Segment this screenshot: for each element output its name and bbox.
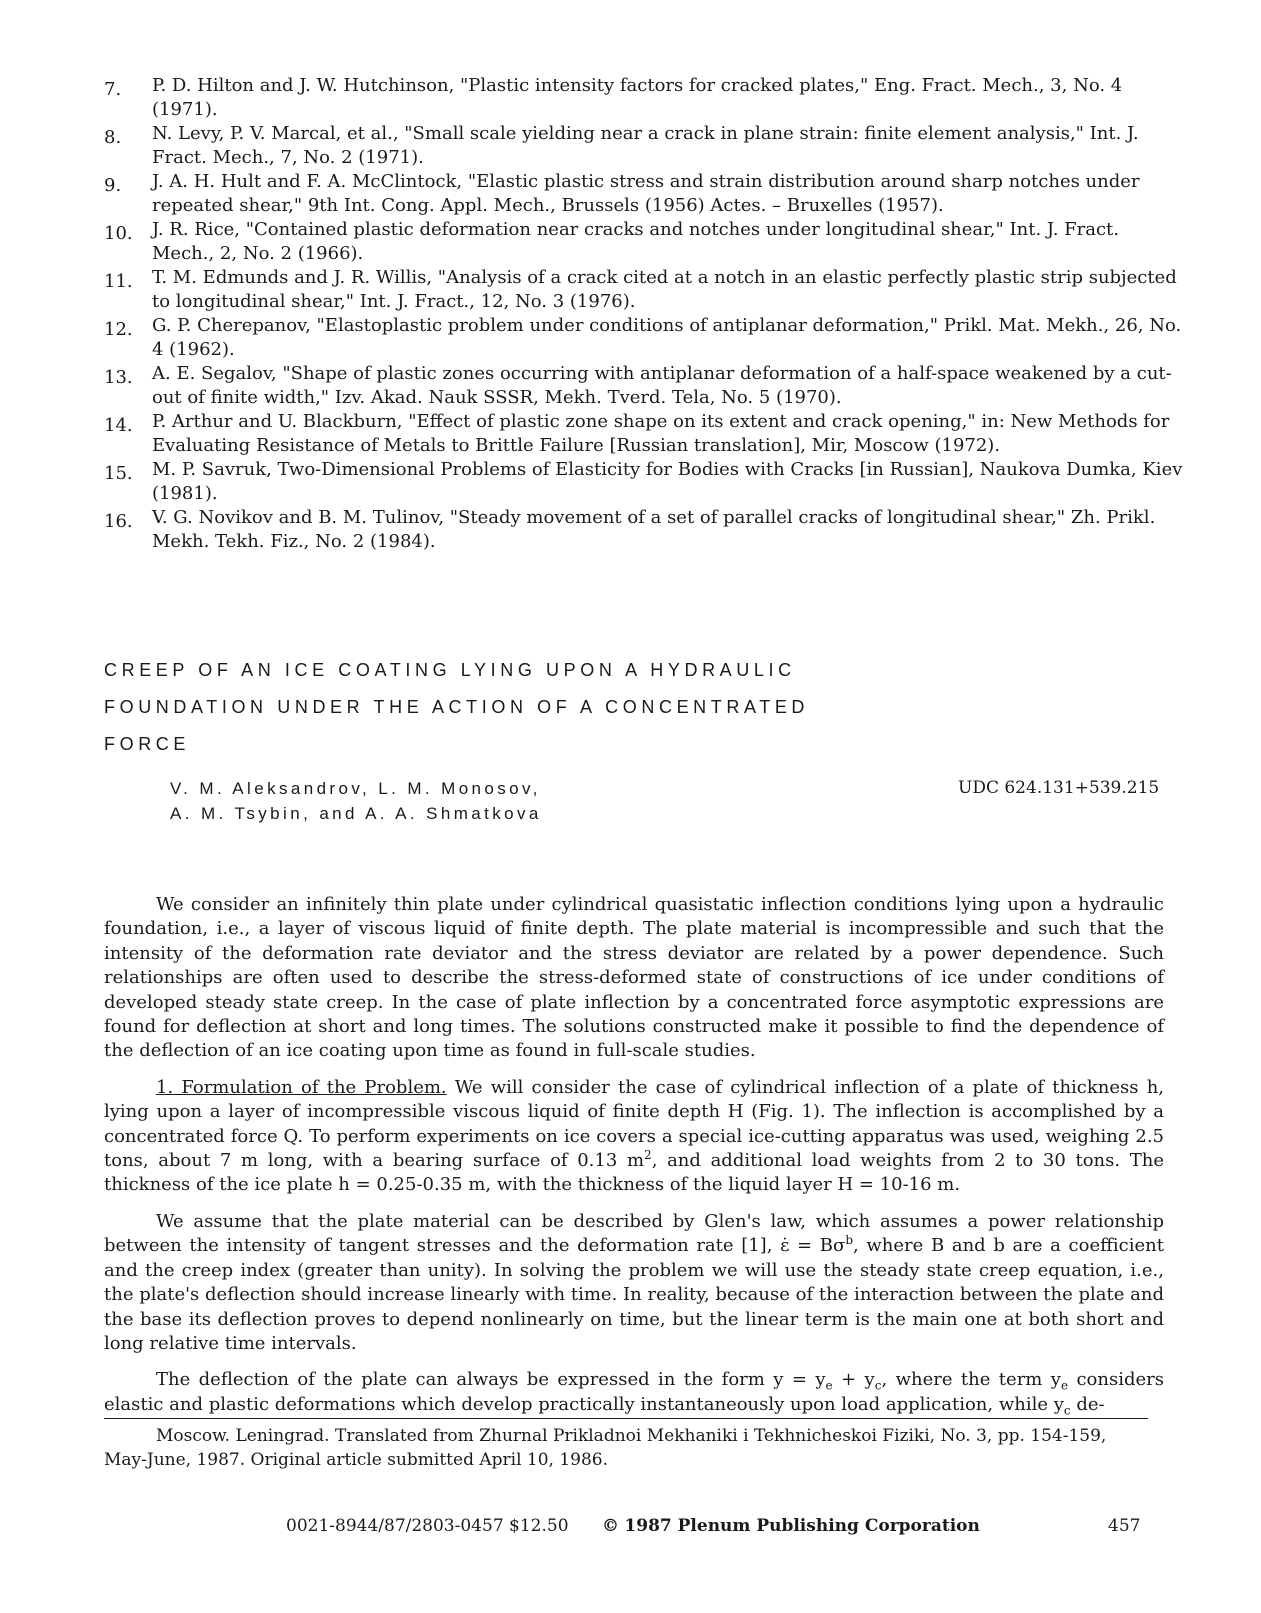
title-line: FORCE	[104, 734, 190, 754]
reference-item: 8. N. Levy, P. V. Marcal, et al., "Small scale yielding near a crack in plane strain: finite element analysis," Int. J. Fract. Mech., 7, No. 2 (1971).	[104, 123, 1139, 168]
reference-item: 9. J. A. H. Hult and F. A. McClintock, "Elastic plastic stress and strain distribution around sharp notches under repeated shear," 9th Int. Cong. Appl. Mech., Brussels (1956) Actes. – Bruxelles (1957).	[104, 171, 1140, 216]
reference-item: 15. M. P. Savruk, Two-Dimensional Problems of Elasticity for Bodies with Cracks [in Russian], Naukova Dumka, Kiev (1981).	[104, 459, 1183, 504]
copyright-icon: ©	[602, 1516, 619, 1536]
reference-item: 10. J. R. Rice, "Contained plastic deformation near cracks and notches under longitudinal shear," Int. J. Fract. Mech., 2, No. 2 (1966).	[104, 219, 1120, 264]
reference-item: 7. P. D. Hilton and J. W. Hutchinson, "Plastic intensity factors for cracked plates," Eng. Fract. Mech., 3, No. 4 (1971).	[104, 75, 1123, 120]
abstract-paragraph: We consider an infinitely thin plate under cylindrical quasistatic inflection conditions lying upon a hydraulic foundation, i.e., a layer of viscous liquid of finite depth. The plate material is incompressible and such that the intensity of the deformation rate deviator and the stress deviator are related by a power dependence. Such relationships are often used to describe the stress-deformed state of constructions of ice under conditions of developed steady state creep. In the case of plate inflection by a concentrated force asymptotic expressions are found for deflection at short and long times. The solutions constructed make it possible to find the dependence of the deflection of an ice coating upon time as found in full-scale studies.	[104, 894, 1164, 1062]
reference-item: 12. G. P. Cherepanov, "Elastoplastic problem under conditions of antiplanar deformation," Prikl. Mat. Mekh., 26, No. 4 (1962).	[104, 315, 1182, 360]
article-code: 0021-8944/87/2803-0457 $12.50	[286, 1516, 569, 1536]
udc-code: UDC 624.131+539.215	[958, 778, 1160, 798]
reference-item: 14. P. Arthur and U. Blackburn, "Effect of plastic zone shape on its extent and crack opening," in: New Methods for Evaluating Resistance of Metals to Brittle Failure [Russian translation], Mir, Moscow (1972).	[104, 411, 1170, 456]
authors-line: A. M. Tsybin, and A. A. Shmatkova	[170, 804, 542, 823]
body-paragraph: The deflection of the plate can always be expressed in the form $y = y_e + y_c$, where the term $y_e$ considers elastic and plastic deformations which develop practically instantaneously upon load application, while $y_c$ de-	[104, 1369, 1164, 1418]
reference-list	[104, 74, 1184, 554]
section-heading: 1. Formulation of the Problem.	[156, 1076, 447, 1098]
reference-item: 11. T. M. Edmunds and J. R. Willis, "Analysis of a crack cited at a notch in an elastic perfectly plastic strip subjected to longitudinal shear," Int. J. Fract., 12, No. 3 (1976).	[104, 267, 1177, 312]
body-paragraph: 1. Formulation of the Problem. We will consider the case of cylindrical inflection of a plate of thickness h, lying upon a layer of incompressible viscous liquid of finite depth H (Fig. 1). The inflection is accomplished by a concentrated force Q. To perform experiments on ice covers a special ice-cutting apparatus was used, weighing 2.5 tons, about 7 m long, with a bearing surface of 0.13 $m^2$, and additional load weights from 2 to 30 tons. The thickness of the ice plate h = 0.25-0.35 m, with the thickness of the liquid layer H = 10-16 m.	[104, 1076, 1165, 1196]
footnote-divider	[104, 1418, 1148, 1419]
reference-item: 13. A. E. Segalov, "Shape of plastic zones occurring with antiplanar deformation of a half-space weakened by a cut-out of finite width," Izv. Akad. Nauk SSSR, Mekh. Tverd. Tela, No. 5 (1970).	[104, 363, 1172, 408]
title-line: CREEP OF AN ICE COATING LYING UPON A HYDRAULIC	[104, 660, 796, 680]
article-title	[104, 652, 1004, 763]
title-line: FOUNDATION UNDER THE ACTION OF A CONCENTRATED	[104, 697, 810, 717]
article-body	[104, 893, 1164, 1429]
authors-line: V. M. Aleksandrov, L. M. Monosov,	[170, 779, 541, 798]
page-number: 457	[1108, 1516, 1141, 1536]
copyright: © 1987 Plenum Publishing Corporation	[602, 1516, 980, 1536]
article-authors	[170, 776, 542, 826]
body-paragraph: We assume that the plate material can be described by Glen's law, which assumes a power relationship between the intensity of tangent stresses and the deformation rate [1], ε̇ = $B\sigma^b$, where B and b are a coefficient and the creep index (greater than unity). In solving the problem we will use the steady state creep equation, i.e., the plate's deflection should increase linearly with time. In reality, because of the interaction between the plate and the base its deflection proves to depend nonlinearly on time, but the linear term is the main one at both short and long relative time intervals.	[104, 1210, 1164, 1354]
footnote: Moscow. Leningrad. Translated from Zhurnal Prikladnoi Mekhaniki i Tekhnicheskoi Fiziki, No. 3, pp. 154-159, May-June, 1987. Original article submitted April 10, 1986.	[104, 1426, 1107, 1470]
reference-item: 16. V. G. Novikov and B. M. Tulinov, "Steady movement of a set of parallel cracks of longitudinal shear," Zh. Prikl. Mekh. Tekh. Fiz., No. 2 (1984).	[104, 507, 1156, 552]
